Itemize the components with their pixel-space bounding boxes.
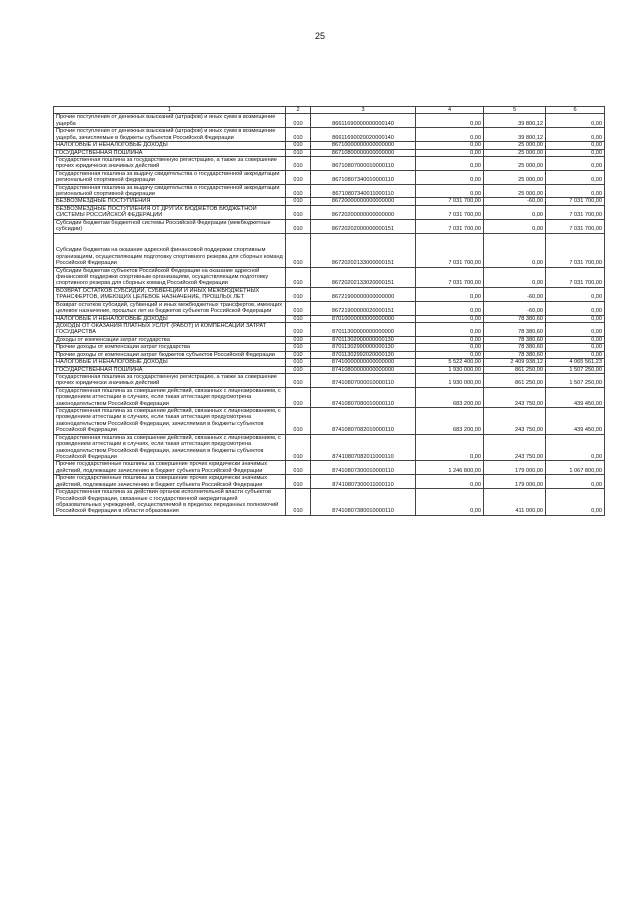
row-kbk: 87410807380010000110	[311, 489, 416, 516]
column-number-4: 4	[416, 107, 484, 114]
row-name: НАЛОГОВЫЕ И НЕНАЛОГОВЫЕ ДОХОДЫ	[54, 359, 286, 366]
row-value-6: 1 507 250,00	[546, 366, 605, 373]
table-row	[54, 344, 605, 351]
row-name: НАЛОГОВЫЕ И НЕНАЛОГОВЫЕ ДОХОДЫ	[54, 315, 286, 322]
row-value-6: 0,00	[546, 184, 605, 198]
row-kbk: 87011302000000000130	[311, 336, 416, 343]
row-kbk: 86721900000000000000	[311, 287, 416, 301]
row-value-5: 25 000,00	[484, 184, 546, 198]
row-name: Прочие поступления от денежных взысканий (штрафов) и иных сумм в возмещение ущерба, зачисляемые в бюджеты субъектов Российской Федерации	[54, 128, 286, 142]
row-value-5: 0,00	[484, 219, 546, 233]
row-value-5: 861 250,00	[484, 373, 546, 387]
row-value-4: 0,00	[416, 351, 484, 358]
row-name: ВОЗВРАТ ОСТАТКОВ СУБСИДИЙ, СУБВЕНЦИЙ И ИНЫХ МЕЖБЮДЖЕТНЫХ ТРАНСФЕРТОВ, ИМЕЮЩИХ ЦЕЛЕВОЕ НАЗНАЧЕНИЕ, ПРОШЛЫХ ЛЕТ	[54, 287, 286, 301]
row-kbk: 87010000000000000000	[311, 315, 416, 322]
row-value-6: 1 507 250,00	[546, 373, 605, 387]
row-code: 010	[286, 336, 311, 343]
row-value-6: 7 031 700,00	[546, 219, 605, 233]
column-number-3: 3	[311, 107, 416, 114]
row-kbk: 86720202133020000151	[311, 267, 416, 287]
row-value-5: 2 409 938,12	[484, 359, 546, 366]
row-value-6: 0,00	[546, 315, 605, 322]
row-value-5: 861 250,00	[484, 366, 546, 373]
table-row	[54, 287, 605, 301]
row-code: 010	[286, 408, 311, 435]
row-code: 010	[286, 351, 311, 358]
row-value-5: 39 800,12	[484, 128, 546, 142]
row-value-5: 0,00	[484, 267, 546, 287]
row-value-4: 683 200,00	[416, 408, 484, 435]
row-value-5: 243 750,00	[484, 408, 546, 435]
table-row	[54, 205, 605, 219]
row-kbk: 86720200000000000000	[311, 205, 416, 219]
row-value-4: 0,00	[416, 114, 484, 128]
row-value-5: 0,00	[484, 205, 546, 219]
row-code: 010	[286, 434, 311, 461]
row-value-5: -60,00	[484, 287, 546, 301]
row-value-4: 1 930 000,00	[416, 366, 484, 373]
row-value-5: 179 000,00	[484, 461, 546, 475]
row-name: Государственная пошлина за совершение действий, связанных с лицензированием, с проведением аттестации в случаях, если такая аттестация предусмотрена законодательством Российской Федерации	[54, 387, 286, 407]
row-value-4: 0,00	[416, 489, 484, 516]
table-row	[54, 475, 605, 489]
row-code: 010	[286, 198, 311, 205]
row-value-6: 0,00	[546, 475, 605, 489]
row-name: Прочие доходы от компенсации затрат бюджетов субъектов Российской Федерации	[54, 351, 286, 358]
column-number-6: 6	[546, 107, 605, 114]
table-row	[54, 219, 605, 233]
row-value-6: 0,00	[546, 301, 605, 315]
row-value-4: 7 031 700,00	[416, 205, 484, 219]
row-value-4: 7 031 700,00	[416, 233, 484, 267]
row-kbk: 86710000000000000000	[311, 142, 416, 149]
table-row	[54, 387, 605, 407]
row-value-5: 78 380,60	[484, 322, 546, 336]
row-kbk: 87410800000000000000	[311, 366, 416, 373]
row-value-4: 5 522 400,00	[416, 359, 484, 366]
row-value-6: 0,00	[546, 170, 605, 184]
row-value-4: 0,00	[416, 128, 484, 142]
column-number-2: 2	[286, 107, 311, 114]
row-code: 010	[286, 114, 311, 128]
table-row	[54, 336, 605, 343]
row-name: ГОСУДАРСТВЕННАЯ ПОШЛИНА	[54, 149, 286, 156]
row-code: 010	[286, 322, 311, 336]
row-value-5: 243 750,00	[484, 434, 546, 461]
row-value-5: 78 380,60	[484, 336, 546, 343]
row-value-6: 0,00	[546, 156, 605, 170]
row-code: 010	[286, 387, 311, 407]
row-code: 010	[286, 366, 311, 373]
row-value-6: 439 450,00	[546, 408, 605, 435]
row-value-4: 1 246 800,00	[416, 461, 484, 475]
table-row	[54, 322, 605, 336]
row-value-4: 0,00	[416, 336, 484, 343]
row-value-4: 0,00	[416, 184, 484, 198]
row-name: Субсидии бюджетам на оказание адресной финансовой поддержки спортивным организациям, осуществляющим подготовку спортивного резерва для сборных команд Российской Федерации	[54, 233, 286, 267]
row-value-5: 25 000,00	[484, 142, 546, 149]
row-value-6: 0,00	[546, 287, 605, 301]
row-value-6: 0,00	[546, 489, 605, 516]
row-value-4: 0,00	[416, 301, 484, 315]
row-code: 010	[286, 475, 311, 489]
table-row	[54, 267, 605, 287]
row-kbk: 87410807000010000110	[311, 373, 416, 387]
row-kbk: 87410807082011000110	[311, 434, 416, 461]
row-value-6: 0,00	[546, 149, 605, 156]
row-code: 010	[286, 489, 311, 516]
row-value-4: 1 930 000,00	[416, 373, 484, 387]
row-kbk: 87410807082010000110	[311, 408, 416, 435]
row-value-6: 7 031 700,00	[546, 205, 605, 219]
table-row	[54, 198, 605, 205]
row-value-6: 7 031 700,00	[546, 198, 605, 205]
row-code: 010	[286, 315, 311, 322]
row-kbk: 86611690020020000140	[311, 128, 416, 142]
row-kbk: 87410807080010000110	[311, 387, 416, 407]
row-name: ДОХОДЫ ОТ ОКАЗАНИЯ ПЛАТНЫХ УСЛУГ (РАБОТ) И КОМПЕНСАЦИИ ЗАТРАТ ГОСУДАРСТВА	[54, 322, 286, 336]
row-value-5: 0,00	[484, 233, 546, 267]
row-kbk: 87011302990000000130	[311, 344, 416, 351]
row-code: 010	[286, 156, 311, 170]
row-name: БЕЗВОЗМЕЗДНЫЕ ПОСТУПЛЕНИЯ	[54, 198, 286, 205]
table-row	[54, 149, 605, 156]
row-kbk: 86710807000010000110	[311, 156, 416, 170]
row-name: Государственная пошлина за государственную регистрацию, а также за совершение прочих юридически значимых действий	[54, 373, 286, 387]
row-value-4: 0,00	[416, 170, 484, 184]
row-value-6: 0,00	[546, 336, 605, 343]
row-name: НАЛОГОВЫЕ И НЕНАЛОГОВЫЕ ДОХОДЫ	[54, 142, 286, 149]
row-value-4: 683 200,00	[416, 387, 484, 407]
row-value-4: 0,00	[416, 322, 484, 336]
row-value-4: 0,00	[416, 475, 484, 489]
row-name: Доходы от компенсации затрат государства	[54, 336, 286, 343]
row-kbk: 87410000000000000000	[311, 359, 416, 366]
table-row	[54, 301, 605, 315]
table-row	[54, 233, 605, 267]
page-number: 25	[314, 31, 325, 41]
column-number-1: 1	[54, 107, 286, 114]
row-value-6: 4 065 561,23	[546, 359, 605, 366]
table-row	[54, 359, 605, 366]
row-code: 010	[286, 184, 311, 198]
row-value-5: 243 750,00	[484, 387, 546, 407]
row-value-6: 0,00	[546, 322, 605, 336]
row-name: Субсидии бюджетам бюджетной системы Российской Федерации (межбюджетные субсидии)	[54, 219, 286, 233]
revenue-table	[53, 106, 605, 516]
row-name: Государственная пошлина за совершение действий, связанных с лицензированием, с проведением аттестации в случаях, если такая аттестация предусмотрена законодательством Российской Федерации, зачисляемая в бюджеты субъектов Российской Федерации	[54, 408, 286, 435]
table-row	[54, 461, 605, 475]
table-row	[54, 156, 605, 170]
row-code: 010	[286, 301, 311, 315]
row-value-5: 25 000,00	[484, 149, 546, 156]
row-code: 010	[286, 461, 311, 475]
table-row	[54, 434, 605, 461]
row-name: Государственная пошлина за выдачу свидетельства о государственной аккредитации региональной спортивной федерации	[54, 170, 286, 184]
table-row	[54, 114, 605, 128]
row-value-4: 7 031 700,00	[416, 198, 484, 205]
row-value-4: 0,00	[416, 434, 484, 461]
row-value-6: 1 067 800,00	[546, 461, 605, 475]
table-row	[54, 170, 605, 184]
row-name: Прочие доходы от компенсации затрат государства	[54, 344, 286, 351]
row-code: 010	[286, 205, 311, 219]
row-kbk: 86710807340010000110	[311, 170, 416, 184]
row-name: Возврат остатков субсидий, субвенций и иных межбюджетных трансфертов, имеющих целевое назначение, прошлых лет из бюджетов субъектов Российской Федерации	[54, 301, 286, 315]
row-name: БЕЗВОЗМЕЗДНЫЕ ПОСТУПЛЕНИЯ ОТ ДРУГИХ БЮДЖЕТОВ БЮДЖЕТНОЙ СИСТЕМЫ РОССИЙСКОЙ ФЕДЕРАЦИИ	[54, 205, 286, 219]
row-value-5: 411 000,00	[484, 489, 546, 516]
row-code: 010	[286, 170, 311, 184]
row-value-4: 7 031 700,00	[416, 219, 484, 233]
row-name: Прочие государственные пошлины за совершение прочих юридически значимых действий, подлежащие зачислению в бюджет субъекта Российской Федерации	[54, 461, 286, 475]
row-value-5: 39 800,12	[484, 114, 546, 128]
row-value-4: 0,00	[416, 315, 484, 322]
row-value-5: 25 000,00	[484, 170, 546, 184]
row-kbk: 86611690000000000140	[311, 114, 416, 128]
row-kbk: 86710807340011000110	[311, 184, 416, 198]
row-kbk: 86720202133000000151	[311, 233, 416, 267]
row-kbk: 86720202000000000151	[311, 219, 416, 233]
table-header-row	[54, 107, 605, 114]
row-code: 010	[286, 267, 311, 287]
row-name: ГОСУДАРСТВЕННАЯ ПОШЛИНА	[54, 366, 286, 373]
row-code: 010	[286, 373, 311, 387]
row-code: 010	[286, 128, 311, 142]
row-value-6: 0,00	[546, 344, 605, 351]
row-value-4: 0,00	[416, 149, 484, 156]
row-value-4: 0,00	[416, 287, 484, 301]
row-name: Прочие государственные пошлины за совершение прочих юридически значимых действий, подлежащие зачислению в бюджет субъекта Российской Федерации	[54, 475, 286, 489]
row-value-6: 439 450,00	[546, 387, 605, 407]
table-row	[54, 184, 605, 198]
table-row	[54, 366, 605, 373]
row-kbk: 87011300000000000000	[311, 322, 416, 336]
row-name: Государственная пошлина за государственную регистрацию, а также за совершение прочих юридически значимых действий	[54, 156, 286, 170]
row-code: 010	[286, 149, 311, 156]
row-code: 010	[286, 344, 311, 351]
row-name: Прочие поступления от денежных взысканий (штрафов) и иных сумм в возмещение ущерба	[54, 114, 286, 128]
row-value-6: 0,00	[546, 128, 605, 142]
row-value-6: 0,00	[546, 142, 605, 149]
row-value-5: 179 000,00	[484, 475, 546, 489]
row-kbk: 87410807300010000110	[311, 461, 416, 475]
row-value-4: 0,00	[416, 142, 484, 149]
row-name: Государственная пошлина за действия органов исполнительной власти субъектов Российской Федерации, связанные с государственной аккредитацией образовательных учреждений, осуществляемой в пределах переданных полномочий Российской Федерации в области образования	[54, 489, 286, 516]
table-row	[54, 408, 605, 435]
row-kbk: 86710800000000000000	[311, 149, 416, 156]
row-value-5: 78 380,60	[484, 351, 546, 358]
row-code: 010	[286, 219, 311, 233]
table-row	[54, 489, 605, 516]
row-name: Государственная пошлина за совершение действий, связанных с лицензированием, с проведением аттестации в случаях, если такая аттестация предусмотрена законодательством Российской Федерации, зачисляемая в бюджеты субъектов Российской Федерации	[54, 434, 286, 461]
row-value-5: 25 000,00	[484, 156, 546, 170]
table-row	[54, 315, 605, 322]
row-value-5: -60,00	[484, 198, 546, 205]
row-value-6: 7 031 700,00	[546, 267, 605, 287]
table-row	[54, 351, 605, 358]
row-name: Субсидии бюджетам субъектов Российской Федерации на оказание адресной финансовой поддержки спортивным организациям, осуществляющим подготовку спортивного резерва для сборных команд Российской Федерации	[54, 267, 286, 287]
row-code: 010	[286, 233, 311, 267]
row-code: 010	[286, 359, 311, 366]
row-code: 010	[286, 142, 311, 149]
row-kbk: 87011302992020000130	[311, 351, 416, 358]
row-value-6: 0,00	[546, 114, 605, 128]
row-kbk: 87410807300011000110	[311, 475, 416, 489]
column-number-5: 5	[484, 107, 546, 114]
row-value-5: 78 380,60	[484, 344, 546, 351]
row-code: 010	[286, 287, 311, 301]
row-kbk: 86721900000020000151	[311, 301, 416, 315]
table-row	[54, 373, 605, 387]
table-row	[54, 128, 605, 142]
row-value-5: 78 380,60	[484, 315, 546, 322]
row-value-4: 0,00	[416, 156, 484, 170]
row-value-4: 0,00	[416, 344, 484, 351]
row-value-4: 7 031 700,00	[416, 267, 484, 287]
row-value-6: 0,00	[546, 434, 605, 461]
row-value-5: -60,00	[484, 301, 546, 315]
row-value-6: 7 031 700,00	[546, 233, 605, 267]
row-value-6: 0,00	[546, 351, 605, 358]
table-row	[54, 142, 605, 149]
row-name: Государственная пошлина за выдачу свидетельства о государственной аккредитации региональной спортивной федерации	[54, 184, 286, 198]
row-kbk: 86720000000000000000	[311, 198, 416, 205]
